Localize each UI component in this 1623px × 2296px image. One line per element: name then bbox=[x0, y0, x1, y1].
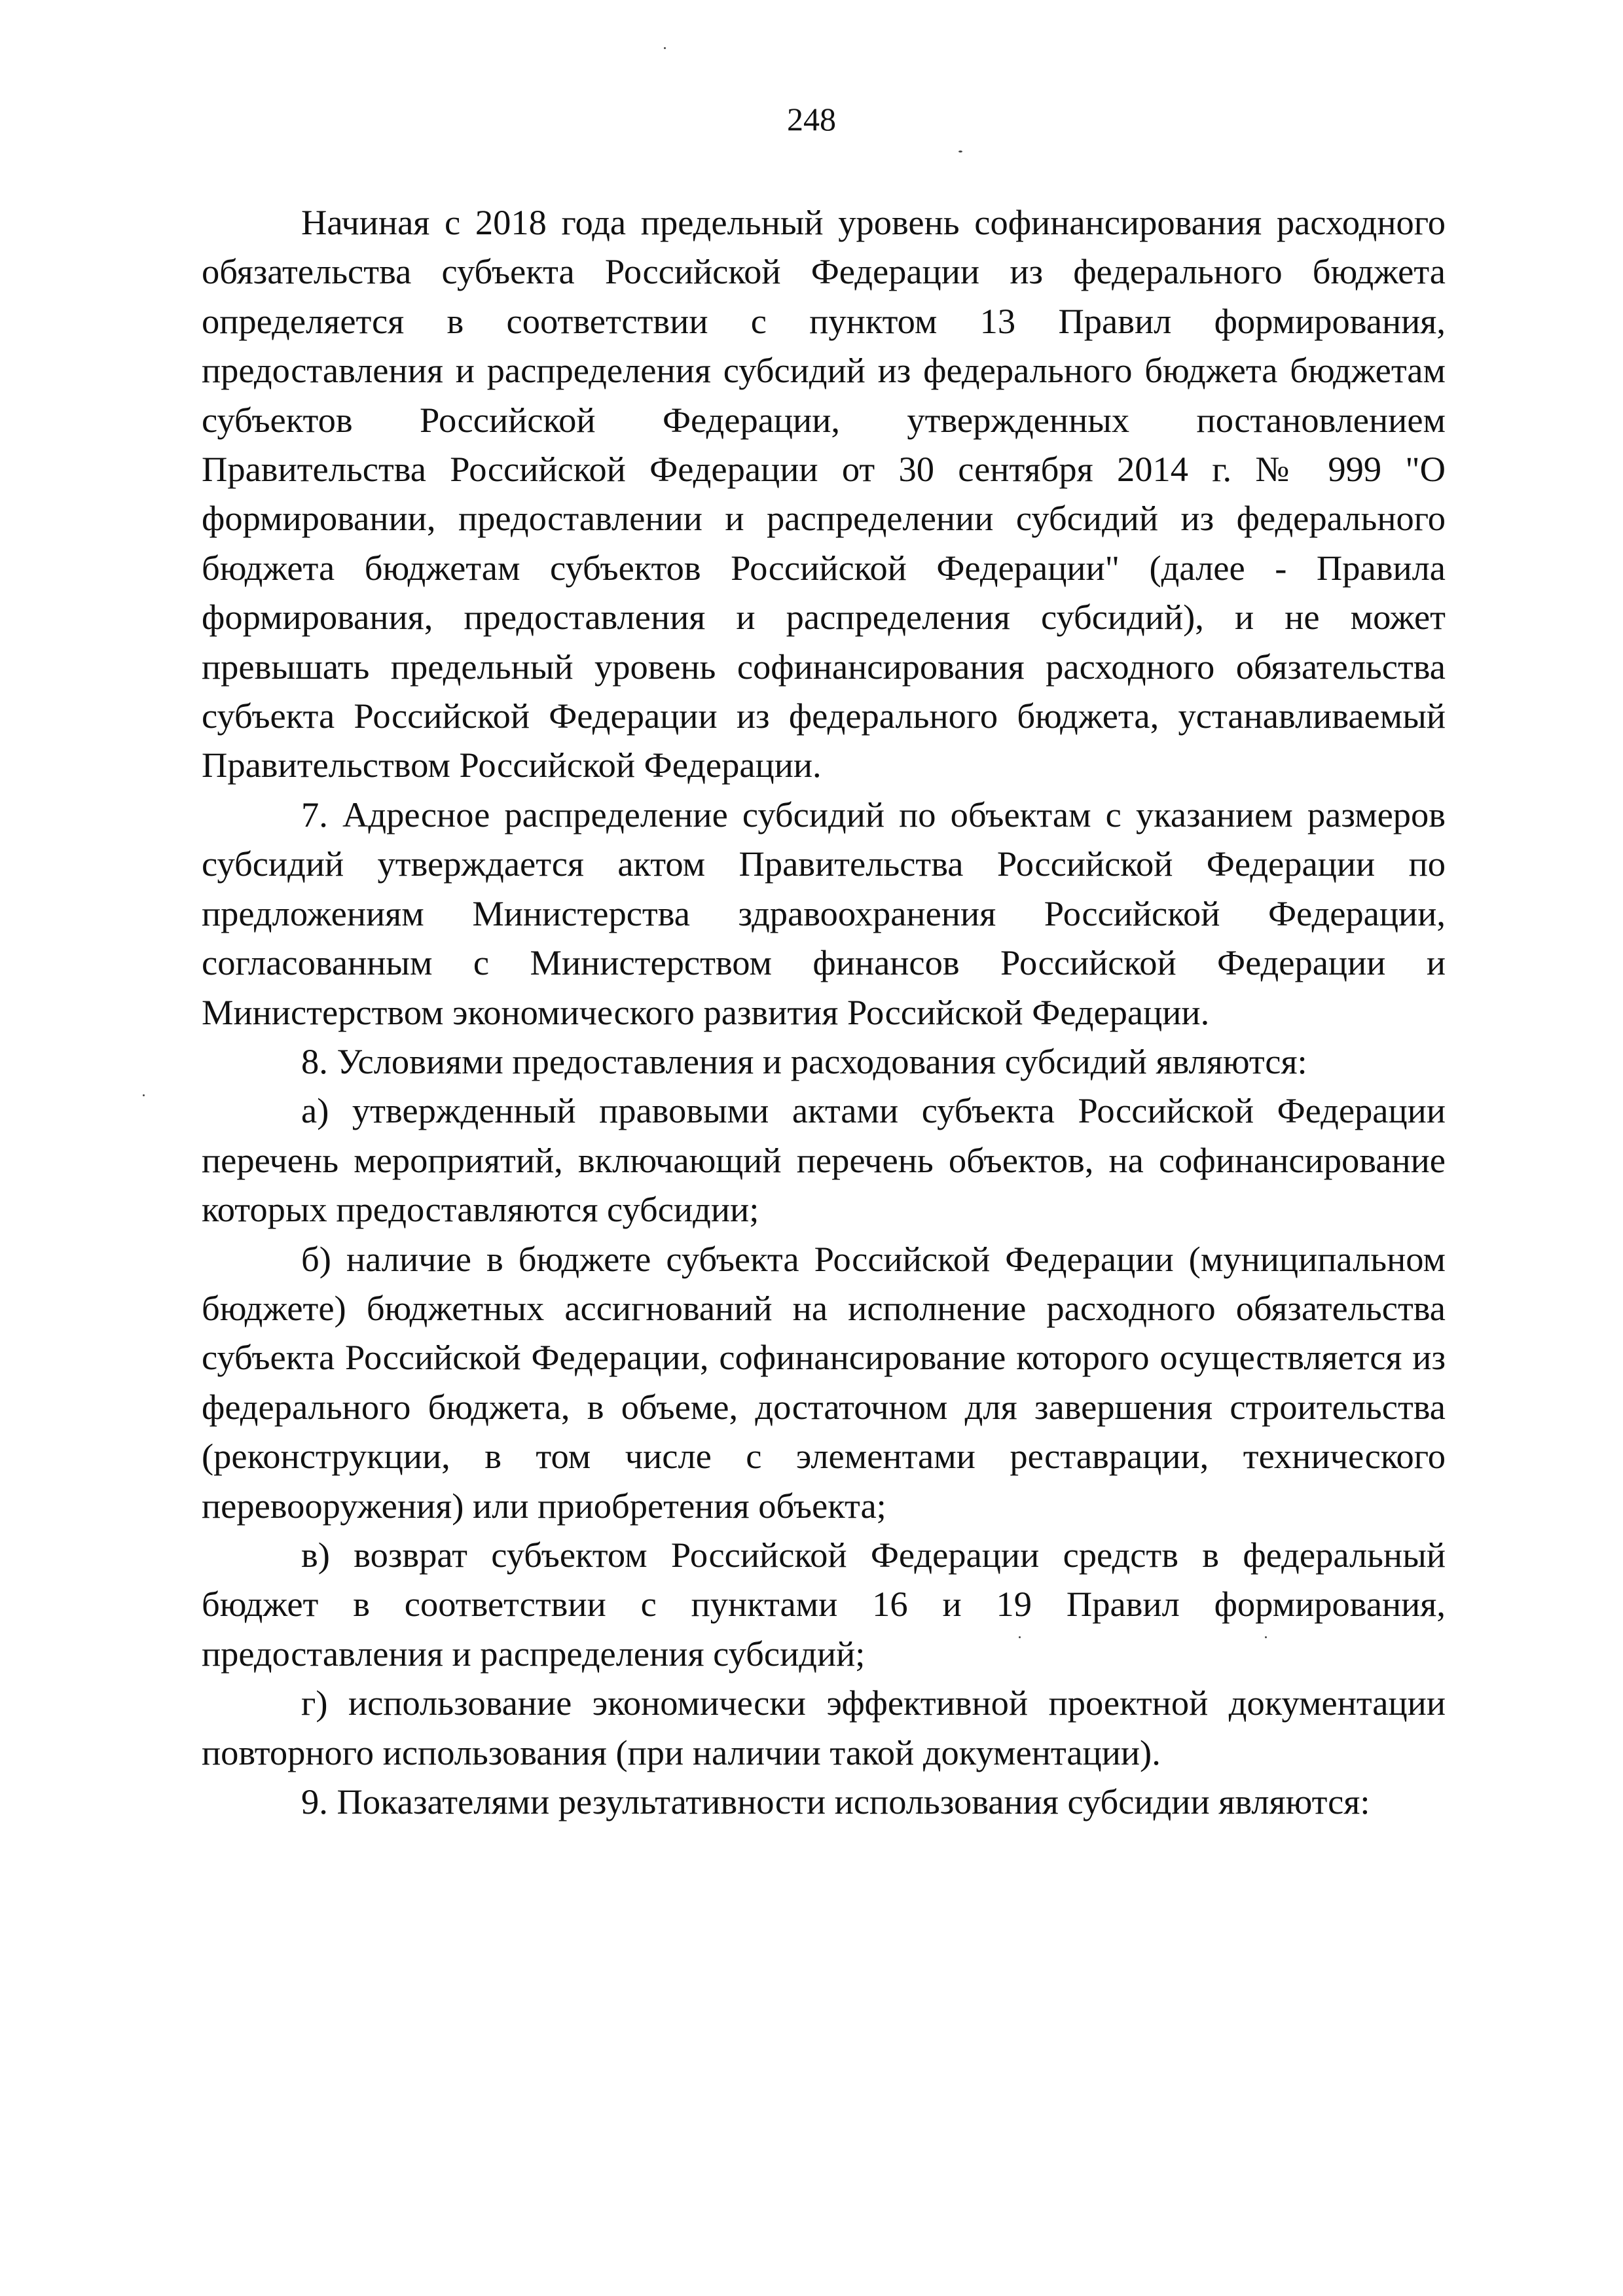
scan-speck bbox=[664, 47, 666, 49]
paragraph-cofinancing-level: Начиная с 2018 года предельный уровень софинансирования расходного обязательства субъекта Российской Федерации из федерального бюджета определяется в соответствии с пунктом 13 Правил формирования, предоставления и распределения субсидий из федерального бюджета бюджетам субъектов Российской Федерации, утвержденных постановлением Правительства Российской Федерации от 30 сентября 2014 г. № 999 "О формировании, предоставлении и распределении субсидий из федерального бюджета бюджетам субъектов Российской Федерации" (далее - Правила формирования, предоставления и распределения субсидий), и не может превышать предельный уровень софинансирования расходного обязательства субъекта Российской Федерации из федерального бюджета, устанавливаемый Правительством Российской Федерации. bbox=[202, 202, 1446, 785]
scan-speck bbox=[143, 1094, 145, 1096]
scan-speck bbox=[958, 151, 962, 152]
paragraph-8-conditions: 8. Условиями предоставления и расходования субсидий являются: bbox=[301, 1041, 1307, 1081]
paragraph-8b: б) наличие в бюджете субъекта Российской Федерации (муниципальном бюджете) бюджетных ассигнований на исполнение расходного обязательства субъекта Российской Федерации, софинансирование которого осуществляется из федерального бюджета, в объеме, достаточном для завершения строительства (реконструкции, в том числе с элементами реставрации, технического перевооружения) или приобретения объекта; bbox=[202, 1238, 1446, 1526]
paragraph-8v: в) возврат субъектом Российской Федерации средств в федеральный бюджет в соответствии с пунктами 16 и 19 Правил формирования, предоставления и распределения субсидий; bbox=[202, 1534, 1446, 1674]
paragraph-9-indicators: 9. Показателями результативности использования субсидии являются: bbox=[301, 1782, 1370, 1821]
scan-speck bbox=[1019, 1636, 1021, 1638]
paragraph-8g: г) использование экономически эффективной проектной документации повторного использования (при наличии такой документации). bbox=[202, 1683, 1446, 1772]
paragraph-8a: а) утвержденный правовыми актами субъекта Российской Федерации перечень мероприятий, включающий перечень объектов, на софинансирование которых предоставляются субсидии; bbox=[202, 1090, 1446, 1230]
scan-speck bbox=[1265, 1636, 1267, 1638]
paragraph-7-address-distribution: 7. Адресное распределение субсидий по объектам с указанием размеров субсидий утверждается актом Правительства Российской Федерации по предложениям Министерства здравоохранения Российской Федерации, согласованным с Министерством финансов Российской Федерации и Министерством экономического развития Российской Федерации. bbox=[202, 794, 1446, 1032]
page-number: 248 bbox=[787, 101, 836, 137]
document-body bbox=[202, 198, 1446, 1826]
